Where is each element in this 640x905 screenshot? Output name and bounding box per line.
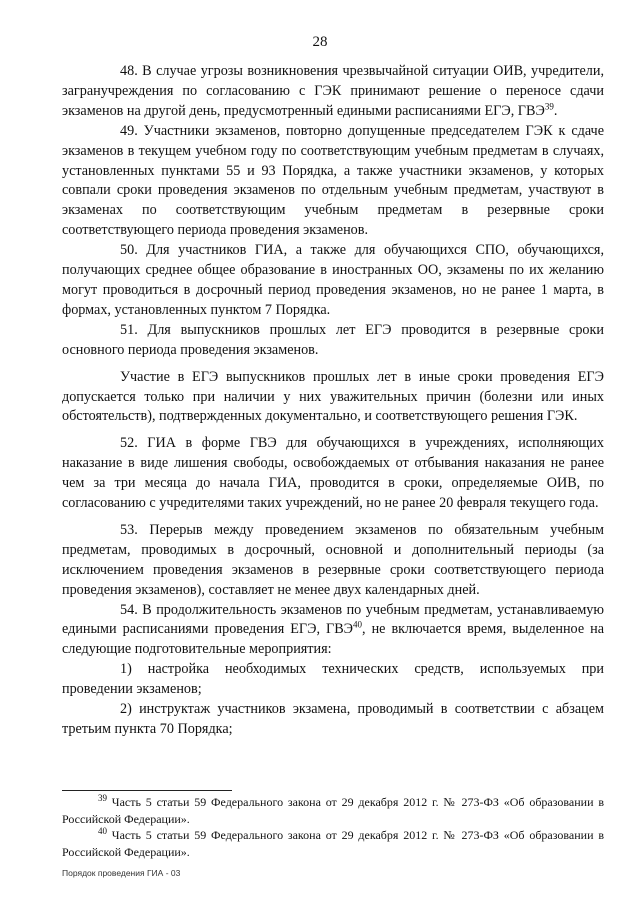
paragraph-49: 49. Участники экзаменов, повторно допущенные председателем ГЭК к сдаче экзаменов в текущем учебном году по соответствующим учебным предметам в случаях, установленных пунктами 55 и 93 Порядка, а также участники экзаменов, у которых совпали сроки проведения экзаменов по отдельным учебным предметам, участвуют в экзаменах по соответствующим учебным предметам в резервные сроки соответствующего периода проведения экзаменов. bbox=[62, 122, 604, 239]
paragraph-54: 54. В продолжительность экзаменов по учебным предметам, устанавливаемую едиными расписаниями проведения ЕГЭ, ГВЭ$^{40}$, не включается время, выделенное на следующие подготовительные мероприятия: bbox=[62, 601, 604, 658]
paragraph-54-item-2: 2) инструктаж участников экзамена, проводимый в соответствии с абзацем третьим пункта 70 Порядка; bbox=[62, 701, 604, 737]
paragraph-51-continuation: Участие в ЕГЭ выпускников прошлых лет в иные сроки проведения ЕГЭ допускается только при наличии у них уважительных причин (болезни или иных обстоятельств), подтвержденных документально, и соответствующего решения ГЭК. bbox=[62, 368, 604, 425]
page-footer: Порядок проведения ГИА - 03 bbox=[62, 868, 181, 878]
footnote-39: $^{39}$ Часть 5 статьи 59 Федерального закона от 29 декабря 2012 г. № 273-ФЗ «Об образовании в Российской Федерации». bbox=[62, 793, 604, 826]
footnotes bbox=[62, 794, 604, 860]
footnote-40: $^{40}$ Часть 5 статьи 59 Федерального закона от 29 декабря 2012 г. № 273-ФЗ «Об образовании в Российской Федерации». bbox=[62, 826, 604, 859]
footnote-ref-40: 40 bbox=[353, 619, 363, 630]
document-body bbox=[62, 62, 604, 740]
footnote-divider bbox=[62, 790, 232, 791]
paragraph-52: 52. ГИА в форме ГВЭ для обучающихся в учреждениях, исполняющих наказание в виде лишения свободы, освобождаемых от отбывания наказания не ранее чем за три месяца до начала ГИА, проводится в сроки, определяемые ОИВ, по согласованию с учредителями таких учреждений, но не ранее 20 февраля текущего года. bbox=[62, 435, 604, 512]
paragraph-48: 48. В случае угрозы возникновения чрезвычайной ситуации ОИВ, учредители, загранучреждения по согласованию с ГЭК принимают решение о переносе сдачи экзаменов на другой день, предусмотренный едиными расписаниями ЕГЭ, ГВЭ$^{39}$. bbox=[62, 63, 604, 119]
paragraph-51: 51. Для выпускников прошлых лет ЕГЭ проводится в резервные сроки основного периода проведения экзаменов. bbox=[62, 321, 604, 358]
paragraph-50: 50. Для участников ГИА, а также для обучающихся СПО, обучающихся, получающих среднее общее образование в иностранных ОО, экзамены по их желанию могут проводиться в досрочный период проведения экзаменов, но не ранее 1 марта, в формах, установленных пунктом 7 Порядка. bbox=[62, 242, 604, 318]
paragraph-54-item-1: 1) настройка необходимых технических средств, используемых при проведении экзаменов; bbox=[62, 661, 604, 698]
page-number: 28 bbox=[312, 34, 328, 50]
footnote-ref-39: 39 bbox=[544, 101, 554, 112]
paragraph-53: 53. Перерыв между проведением экзаменов по обязательным учебным предметам, проводимых в досрочный, основной и дополнительный периоды (за исключением проведения экзаменов в резервные сроки соответствующего периода проведения экзаменов), составляет не менее двух календарных дней. bbox=[62, 521, 604, 598]
